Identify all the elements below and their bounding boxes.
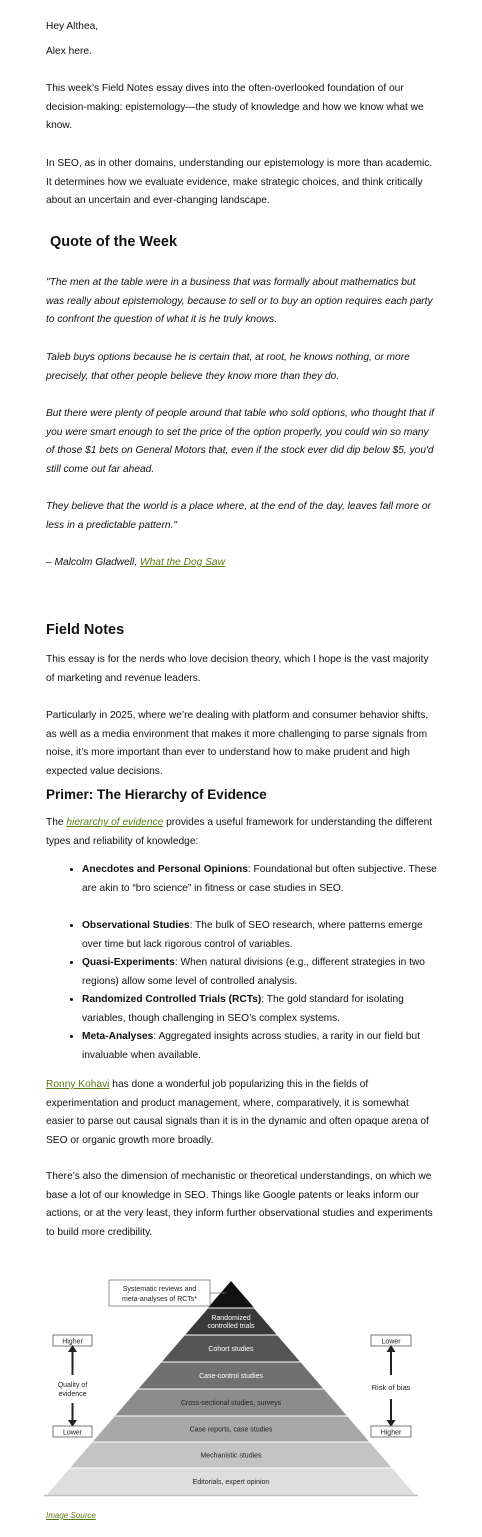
attribution-author: – Malcolm Gladwell, xyxy=(46,557,138,568)
mechanistic-paragraph: There’s also the dimension of mechanistic or theoretical understandings, on which we base a lot of our knowledge in SEO. Things like Google patents or leaks inform our actions, or at the very least, they inform further observational studies and experiments to build more credibility. xyxy=(46,1171,433,1238)
left-scale-label: evidence xyxy=(58,1391,87,1398)
intro-name: Alex here. xyxy=(46,46,92,57)
kohavi-paragraph: Ronny Kohavi has done a wonderful job popularizing this in the fields of experimentation and product management, where, comparatively, it is somewhat easier to parse out causal signals than it is in the dynamic and often opaque arena of SEO or organic growth more broadly. xyxy=(46,1079,429,1146)
pyramid-level-label: Case-control studies xyxy=(199,1373,263,1380)
quote-attribution xyxy=(46,554,436,573)
list-item: • Meta-Analyses: Aggregated insights across studies, a rarity in our field but invaluable when available. xyxy=(82,1028,442,1065)
left-scale-label: Quality of xyxy=(57,1382,88,1389)
book-link[interactable]: What the Dog Saw xyxy=(140,557,225,568)
pyramid-level-label: Cohort studies xyxy=(208,1346,254,1353)
pyramid-level-label: Randomized xyxy=(211,1315,251,1322)
pyramid-level-label: controlled trials xyxy=(207,1323,255,1330)
callout-line: Systematic reviews and xyxy=(122,1286,197,1293)
hierarchy-of-evidence-pyramid xyxy=(0,1265,482,1505)
pyramid-level-label: Mechanistic studies xyxy=(200,1452,262,1460)
image-source-link[interactable]: Image Source xyxy=(46,1511,96,1520)
quote-paragraph: "The men at the table were in a business that was formally about mathematics but was really about epistemology, because to sell or to buy an option requires each party to confront the question of what it is he truly knows. xyxy=(46,277,433,326)
callout-line: meta-analyses of RCTs* xyxy=(121,1296,198,1303)
field-notes-paragraph: This essay is for the nerds who love decision theory, which I hope is the vast majority of marketing and revenue leaders. xyxy=(46,654,429,684)
primer-title: Primer: The Hierarchy of Evidence xyxy=(46,787,267,802)
pyramid-level-label: Case reports, case studies xyxy=(189,1426,273,1434)
right-top-label: Lower xyxy=(381,1338,401,1346)
list-item: • Randomized Controlled Trials (RCTs): The gold standard for isolating variables, though challenging in SEO’s complex systems. xyxy=(82,991,442,1028)
greeting: Hey Althea, xyxy=(46,21,99,32)
pyramid-level-label: Cross-sectional studies, surveys xyxy=(180,1400,282,1407)
pyramid-level-label: Editorials, expert opinion xyxy=(192,1479,270,1486)
evidence-list xyxy=(64,861,442,1065)
quote-paragraph: They believe that the world is a place where, at the end of the day, leaves fall more or less in a predictable pattern." xyxy=(46,501,431,531)
field-notes-title: Field Notes xyxy=(46,622,125,638)
quote-paragraph: Taleb buys options because he is certain that, at root, he knows nothing, or more precisely, that other people believe they know more than they do. xyxy=(46,352,410,382)
right-bottom-label: Higher xyxy=(380,1429,402,1437)
pyramid-apex xyxy=(208,1281,255,1308)
ronny-kohavi-link[interactable]: Ronny Kohavi xyxy=(46,1079,110,1090)
list-item: • Anecdotes and Personal Opinions: Foundational but often subjective. These are akin to “bro science” in fitness or case studies in SEO. xyxy=(82,861,442,917)
list-item: • Observational Studies: The bulk of SEO research, where patterns emerge over time but lack rigorous control of variables. xyxy=(82,917,442,954)
quote-section-title: Quote of the Week xyxy=(50,234,178,250)
primer-intro xyxy=(46,814,436,851)
intro-paragraph: This week’s Field Notes essay dives into the often-overlooked foundation of our decision-making: epistemology—the study of knowledge and how we know what we know. xyxy=(46,83,424,132)
field-notes-paragraph: Particularly in 2025, where we’re dealing with platform and consumer behavior shifts, as well as a media environment that makes it more challenging to parse signals from noise, it’s more important than ever to understand how to make prudent and high expected value decisions. xyxy=(46,710,429,777)
quote-paragraph: But there were plenty of people around that table who sold options, who thought that if you were smart enough to set the price of the option properly, you could win so many of those $1 bets on General Motors that, even if the stock ever did dip below $5, you'd still come out far ahead. xyxy=(46,408,434,475)
intro-paragraph: In SEO, as in other domains, understanding our epistemology is more than academic. It determines how we evaluate evidence, make strategic choices, and think critically about an uncertain and ever-changing landscape. xyxy=(46,158,433,207)
primer-intro-after: provides a useful framework for understanding the different types and reliability of knowledge: xyxy=(46,817,433,847)
pyramid-levels xyxy=(44,1281,418,1496)
right-scale-label: Risk of bias xyxy=(371,1383,411,1392)
primer-intro-before: The xyxy=(46,817,64,828)
hierarchy-of-evidence-link[interactable]: hierarchy of evidence xyxy=(66,817,164,828)
list-item: • Quasi-Experiments: When natural divisions (e.g., different strategies in two regions) allow some level of controlled analysis. xyxy=(82,954,442,991)
left-bottom-label: Lower xyxy=(62,1429,83,1437)
left-top-label: Higher xyxy=(62,1338,83,1346)
